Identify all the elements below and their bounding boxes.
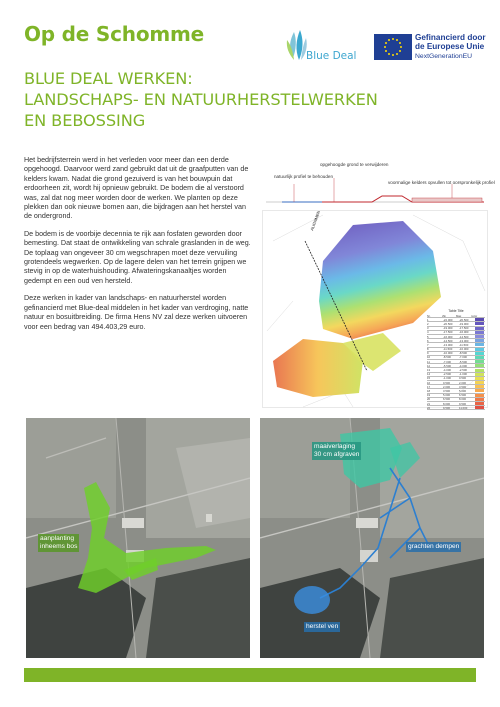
legend-cell: 2 [427, 321, 429, 326]
legend-swatch [475, 360, 484, 363]
legend-cell: 8.000 [443, 401, 450, 406]
alignment-label: ALIGNMENT NR. 1 [309, 211, 326, 232]
legend-cell: 20 [427, 397, 431, 402]
legend-cell: -11.500 [443, 347, 453, 352]
legend-cell: -5.500 [443, 363, 451, 368]
legend-swatch [475, 394, 484, 397]
legend-cell: -7.000 [459, 355, 467, 360]
legend-cell: -2.500 [443, 372, 451, 377]
legend-cell: 8 [427, 347, 429, 352]
legend-header-cell: Min [441, 313, 447, 318]
legend-cell: -16.000 [443, 334, 453, 339]
eu-funding-line3: NextGenerationEU [415, 53, 473, 60]
legend-cell: -10.000 [443, 351, 453, 356]
legend-cell: -22.000 [443, 317, 453, 322]
eu-funding-line1: Gefinancierd door [415, 33, 486, 42]
brand-title: Op de Schomme [24, 22, 205, 46]
legend-swatch [475, 385, 484, 388]
legend-cell: 14 [427, 372, 431, 377]
legend-cell: 2.000 [459, 380, 466, 385]
body-text [24, 156, 254, 340]
legend-cell: -10.000 [459, 347, 469, 352]
legend-cell: 3.500 [443, 388, 450, 393]
fen-label: herstel ven [306, 623, 339, 630]
legend-cell: 1 [427, 317, 429, 322]
legend-cell: 19 [427, 393, 431, 398]
legend-swatch [475, 402, 484, 405]
legend-cell: 13 [427, 368, 431, 373]
legend-cell: 6 [427, 338, 429, 343]
aerial-map-water [260, 418, 484, 658]
lowering-label-line2: 30 cm afgraven [314, 451, 360, 458]
paragraph: Het bedrijfsterrein werd in het verleden voor meer dan een derde opgehoogd. Daarvoor werd zand gebruikt dat uit de graafputten van de kelders kwam. Nadat die grond gezuiverd is van het bouwpuin dat erdoorheen zit, wordt hij opnieuw gebruikt. De bodem die al verstoord was, zal dat nog meer worden door de werken. We planten op deze plekken dan ook nieuwe bomen aan, die bijdragen aan het herstel van de ondergrond. [24, 156, 249, 221]
legend-swatch [475, 377, 484, 380]
planting-label-line2: inheems bos [40, 543, 78, 550]
legend-cell: -8.500 [443, 355, 451, 360]
legend-header-cell: Max [456, 313, 462, 318]
legend-cell: 5.000 [459, 388, 466, 393]
legend-cell: -13.000 [459, 338, 469, 343]
paragraph: Deze werken in kader van landschaps- en natuurherstel worden gefinancierd met Blue-deal middelen in het kader van verdroging, natte natuur en bosuitbreiding. De firma Hens NV zal deze werken uitvoeren voor een bedrag van 494.403,29 euro. [24, 294, 249, 331]
legend-cell: -1.000 [443, 376, 451, 381]
legend-swatch [475, 348, 484, 351]
legend-cell: 0.500 [443, 380, 450, 385]
legend-cell: 8.000 [459, 397, 466, 402]
legend-cell: -16.000 [459, 330, 469, 335]
legend-swatch [475, 389, 484, 392]
fen-area [294, 586, 330, 614]
legend-swatch [475, 318, 484, 321]
legend-swatch [475, 369, 484, 372]
planting-label [38, 534, 79, 552]
legend-cell: 18 [427, 388, 431, 393]
legend-cell: -2.500 [459, 368, 467, 373]
heatmap-legend [427, 309, 485, 409]
blue-deal-logo [280, 28, 362, 68]
legend-cell: 10 [427, 355, 431, 360]
legend-swatch [475, 364, 484, 367]
legend-swatch [475, 373, 484, 376]
profile-label-keep: natuurlijk profiel te behouden [274, 174, 333, 179]
legend-cell: 21 [427, 401, 431, 406]
legend-swatch [475, 335, 484, 338]
legend-cell: 0.500 [459, 376, 466, 381]
legend-cell: 3 [427, 326, 429, 331]
legend-cell: 5.000 [443, 393, 450, 398]
terrain-profile-diagram [262, 152, 495, 210]
profile-label-remove: opgehoogde grond te verwijderen [320, 162, 389, 167]
legend-cell: 9 [427, 351, 429, 356]
legend-cell: 17 [427, 384, 431, 389]
legend-cell: -7.000 [443, 359, 451, 364]
legend-cell: 7 [427, 342, 429, 347]
legend-swatch [475, 406, 484, 409]
page-title [24, 68, 484, 131]
legend-header-cell: Nr. [427, 313, 431, 318]
elevation-heatmap [262, 210, 488, 408]
legend-cell: 11.000 [459, 405, 468, 410]
aerial-photo-right [260, 418, 484, 658]
legend-cell: -8.500 [459, 351, 467, 356]
legend-row [427, 406, 485, 410]
legend-cell: -14.500 [459, 334, 469, 339]
legend-swatch [475, 352, 484, 355]
profile-label-cellars: voormalige kelders opvullen tot oorspronkelijk profiel [388, 180, 495, 185]
legend-cell: -4.000 [459, 363, 467, 368]
legend-cell: -17.500 [443, 330, 453, 335]
title-line: LANDSCHAPS- EN NATUURHERSTELWERKEN [24, 90, 378, 109]
legend-cell: 12 [427, 363, 431, 368]
legend-cell: -1.000 [459, 372, 467, 377]
legend-swatch [475, 327, 484, 330]
legend-cell: 9.500 [459, 401, 466, 406]
legend-cell: -17.500 [459, 326, 469, 331]
legend-cell: -20.500 [459, 317, 469, 322]
legend-cell: 16 [427, 380, 431, 385]
legend-cell: 9.500 [443, 405, 450, 410]
legend-cell: 6.500 [443, 397, 450, 402]
title-line: EN BEBOSSING [24, 111, 146, 130]
legend-swatch [475, 398, 484, 401]
legend-cell: 6.500 [459, 393, 466, 398]
footer-bar [24, 668, 476, 682]
eu-funding-line2: de Europese Unie [415, 42, 485, 51]
lowering-label [312, 442, 361, 460]
legend-cell: 4 [427, 330, 429, 335]
legend-swatch [475, 331, 484, 334]
legend-swatch [475, 339, 484, 342]
legend-swatch [475, 381, 484, 384]
legend-title: Table Title [448, 309, 464, 313]
lowering-label-line1: maaiverlaging [314, 443, 356, 450]
legend-cell: -4.000 [443, 368, 451, 373]
legend-cell: -13.000 [443, 342, 453, 347]
legend-cell: 2.000 [443, 384, 450, 389]
legend-cell: 15 [427, 376, 431, 381]
legend-swatch [475, 356, 484, 359]
legend-cell: -20.500 [443, 321, 453, 326]
legend-cell: 5 [427, 334, 429, 339]
legend-cell: -19.000 [443, 326, 453, 331]
legend-header-cell: Color [470, 313, 478, 318]
legend-cell: 22 [427, 405, 431, 410]
legend-swatch [475, 343, 484, 346]
aerial-map-planting [26, 418, 250, 658]
eu-flag-icon [374, 34, 412, 60]
title-line: BLUE DEAL WERKEN: [24, 69, 193, 88]
legend-cell: -14.500 [443, 338, 453, 343]
blue-deal-logo-text: Blue Deal [306, 50, 357, 62]
legend-cell: -5.500 [459, 359, 467, 364]
legend-cell: -11.500 [459, 342, 469, 347]
planting-label-line1: aanplanting [40, 535, 75, 542]
legend-swatch [475, 322, 484, 325]
paragraph: De bodem is de voorbije decennia te rijk aan fosfaten geworden door bemesting. Dat staat de ontwikkeling van schrale graslanden in de weg. De toplaag van ongeveer 30 cm wegschrapen moet deze vervuiling grotendeels wegwerken. Op de lagere delen van het terrein grijpen we stevig in op de waterhuishouding. Afwateringskanaaltjes worden gedempt en een oud ven hersteld. [24, 229, 251, 285]
ditch-label: grachten dempen [408, 543, 460, 550]
legend-cell: 3.500 [459, 384, 466, 389]
legend-cell: -19.000 [459, 321, 469, 326]
legend-cell: 11 [427, 359, 430, 364]
